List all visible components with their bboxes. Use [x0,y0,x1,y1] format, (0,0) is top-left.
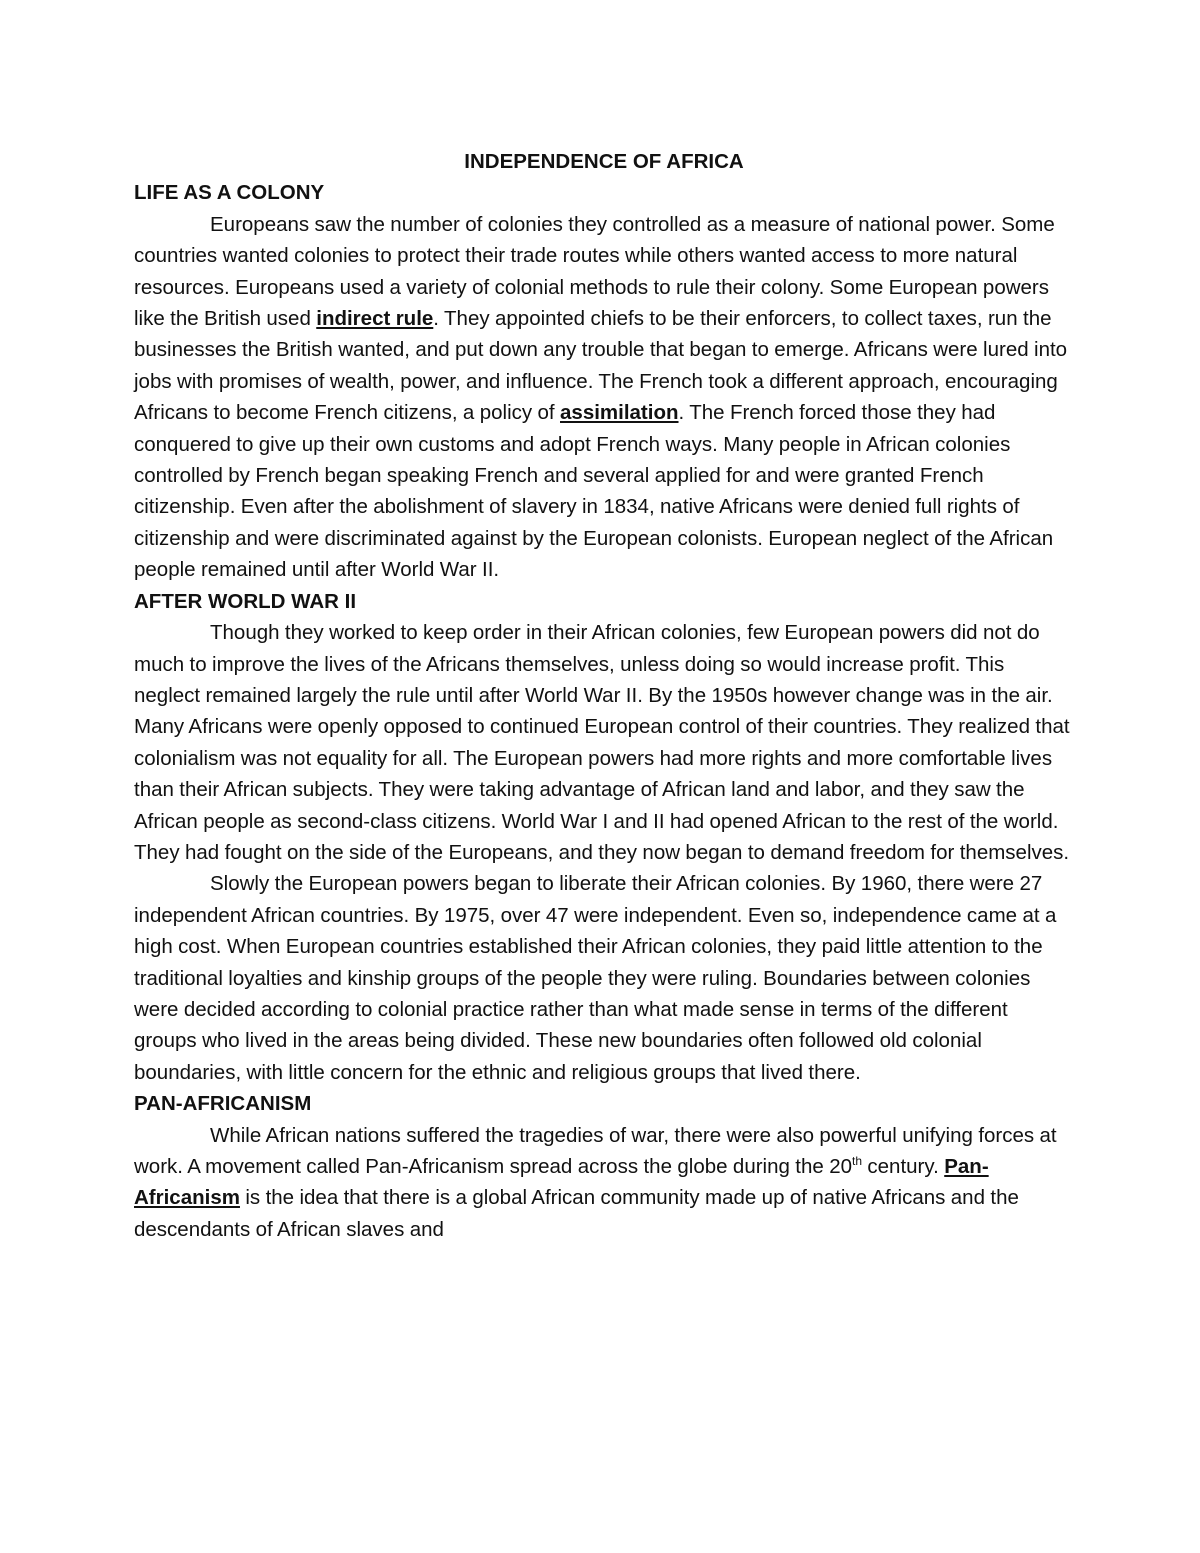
superscript-th: th [852,1154,863,1169]
paragraph-text: Europeans saw the number of colonies they controlled as a measure of national power. Some countries wanted colonies to protect their trade routes while others wanted access to more natural resources. Europeans used a variety of colonial methods to rule their colony. Some European powers like the British used [134,212,1055,331]
paragraph-text: is the idea that there is a global African community made up of native Africans and the descendants of African slaves and [134,1186,1019,1241]
term-assimilation: assimilation [560,401,679,425]
paragraph-life-as-a-colony [134,209,1074,586]
paragraph-pan-africanism [134,1120,1074,1246]
paragraph-text: While African nations suffered the tragedies of war, there were also powerful unifying forces at work. A movement called Pan-Africanism spread across the globe during the 20 [134,1123,1057,1178]
paragraph-text: . They appointed chiefs to be their enforcers, to collect taxes, run the businesses the British wanted, and put down any trouble that began to emerge. Africans were lured into jobs with promises of wealth, power, and influence. The French took a different approach, encouraging Africans to become French citizens, a policy of [134,307,1068,425]
term-pan-africanism: Pan-Africanism [134,1155,989,1210]
section-heading-life-as-a-colony: LIFE AS A COLONY [134,181,325,205]
section-heading-pan-africanism: PAN-AFRICANISM [134,1092,312,1116]
term-indirect-rule: indirect rule [316,307,434,331]
paragraph-text: . The French forced those they had conquered to give up their own customs and adopt French ways. Many people in African colonies controlled by French began speaking French and several applied for and were granted French citizenship. Even after the abolishment of slavery in 1834, native Africans were denied full rights of citizenship and were discriminated against by the European colonists. European neglect of the African people remained until after World War II. [134,401,1054,582]
paragraph-after-wwii-1: Though they worked to keep order in their African colonies, few European powers did not do much to improve the lives of the Africans themselves, unless doing so would increase profit. This neglect remained largely the rule until after World War II. By the 1950s however change was in the air. Many Africans were openly opposed to continued European control of their countries. They realized that colonialism was not equality for all. The European powers had more rights and more comfortable lives than their African subjects. They were taking advantage of African land and labor, and they saw the African people as second-class citizens. World War I and II had opened African to the rest of the world. They had fought on the side of the Europeans, and they now began to demand freedom for themselves. [134,621,1070,864]
section-heading-after-world-war-ii: AFTER WORLD WAR II [134,589,357,613]
paragraph-after-wwii-2: Slowly the European powers began to liberate their African colonies. By 1960, there were 27 independent African countries. By 1975, over 47 were independent. Even so, independence came at a high cost. When European countries established their African colonies, they paid little attention to the traditional loyalties and kinship groups of the people they were ruling. Boundaries between colonies were decided according to colonial practice rather than what made sense in terms of the different groups who lived in the areas being divided. These new boundaries often followed old colonial boundaries, with little concern for the ethnic and religious groups that lived there. [134,872,1057,1084]
paragraph-text: century. [862,1155,945,1178]
document-title: INDEPENDENCE OF AFRICA [464,150,744,173]
document-body [134,146,1074,1245]
